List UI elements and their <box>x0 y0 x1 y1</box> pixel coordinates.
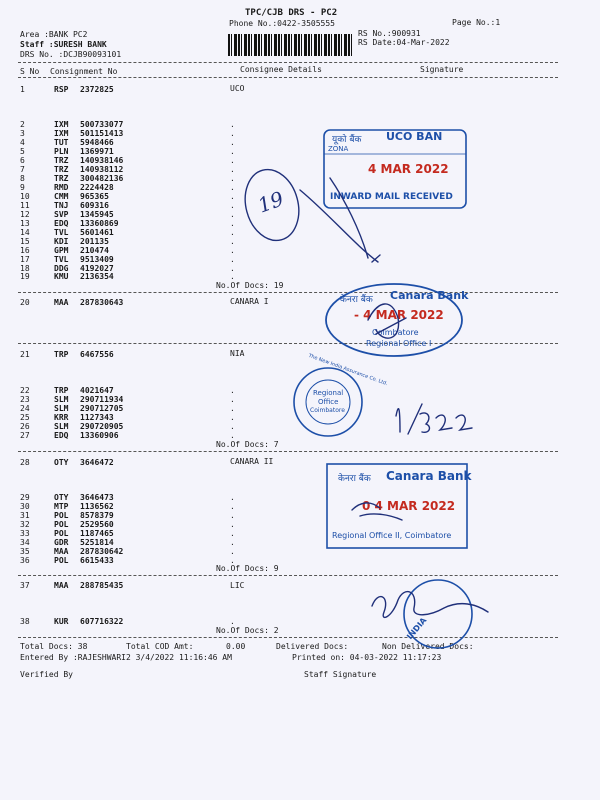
canara-2-name: Canara Bank <box>386 469 472 483</box>
table-row: 29 OTY 3646473 . <box>20 493 235 502</box>
row-number: 1345945 <box>80 210 114 219</box>
row-sno: 38 <box>20 617 30 626</box>
column-consignee: Consignee Details <box>240 65 322 74</box>
handwritten-count: 19 <box>254 186 287 218</box>
nia-line3: Coimbatore <box>310 407 345 414</box>
staff-signature: Staff Signature <box>304 670 377 679</box>
row-sno: 7 <box>20 165 25 174</box>
row-prefix: POL <box>54 556 69 565</box>
row-prefix: OTY <box>54 458 69 467</box>
canara-1-hindi: केनरा बैंक <box>340 295 373 305</box>
row-number: 290712705 <box>80 404 124 413</box>
row-sno: 34 <box>20 538 30 547</box>
row-number: 501151413 <box>80 129 124 138</box>
table-row: 35 MAA 287830642 . <box>20 547 235 556</box>
consignee-name: CANARA II <box>230 457 274 466</box>
table-row: 11 TNJ 609316 . <box>20 201 235 210</box>
table-row: 27 EDQ 13360906 . <box>20 431 235 440</box>
row-prefix: SLM <box>54 404 69 413</box>
row-prefix: OTY <box>54 493 69 502</box>
row-prefix: TRZ <box>54 156 69 165</box>
row-prefix: SLM <box>54 395 69 404</box>
total-cod-label: Total COD Amt: <box>126 642 194 651</box>
uco-name: UCO BAN <box>386 130 443 143</box>
phone-number: Phone No.:0422-3505555 <box>229 19 335 28</box>
row-sno: 4 <box>20 138 25 147</box>
row-number: 287830642 <box>80 547 124 556</box>
doc-count: No.Of Docs: 2 <box>216 626 279 635</box>
row-sno: 36 <box>20 556 30 565</box>
row-number: 4021647 <box>80 386 114 395</box>
row-sno: 23 <box>20 395 30 404</box>
row-number: 1187465 <box>80 529 114 538</box>
row-sno: 17 <box>20 255 30 264</box>
row-number: 13360906 <box>80 431 119 440</box>
row-sno: 14 <box>20 228 30 237</box>
staff-label: Staff :SURESH BANK <box>20 40 107 49</box>
row-number: 8578379 <box>80 511 114 520</box>
nia-line2: Office <box>318 398 339 406</box>
row-prefix: IXM <box>54 129 69 138</box>
delivered-docs: Delivered Docs: <box>276 642 349 651</box>
table-row: 15 KDI 201135 . <box>20 237 235 246</box>
canara-2-date: 0 4 MAR 2022 <box>362 499 456 513</box>
rs-number: RS No.:900931 <box>358 29 421 38</box>
row-prefix: IXM <box>54 120 69 129</box>
row-number: 300482136 <box>80 174 124 183</box>
table-row: 7 TRZ 140938112 . <box>20 165 235 174</box>
canara-1-office: Regional Office I <box>366 339 432 348</box>
row-sno: 22 <box>20 386 30 395</box>
entered-by: Entered By :RAJESHWARI2 3/4/2022 11:16:46 AM <box>20 653 232 662</box>
row-sno: 16 <box>20 246 30 255</box>
row-sno: 33 <box>20 529 30 538</box>
table-row: 26 SLM 290720905 . <box>20 422 235 431</box>
row-number: 609316 <box>80 201 109 210</box>
canara-1-city: Coimbatore <box>372 328 419 337</box>
table-row: 24 SLM 290712705 . <box>20 404 235 413</box>
table-row: 23 SLM 290711934 . <box>20 395 235 404</box>
row-sno: 5 <box>20 147 25 156</box>
row-prefix: TUT <box>54 138 69 147</box>
row-sno: 9 <box>20 183 25 192</box>
column-signature: Signature <box>420 65 464 74</box>
row-prefix: KUR <box>54 617 69 626</box>
row-number: 140938112 <box>80 165 124 174</box>
row-sno: 32 <box>20 520 30 529</box>
table-row: 38 KUR 607716322 . <box>20 617 235 626</box>
row-sno: 1 <box>20 85 25 94</box>
row-number: 288785435 <box>80 581 124 590</box>
row-prefix: KMU <box>54 272 69 281</box>
total-docs: Total Docs: 38 <box>20 642 88 651</box>
row-prefix: GDR <box>54 538 69 547</box>
uco-inward: INWARD MAIL RECEIVED <box>330 192 453 202</box>
table-row: 8 TRZ 300482136 . <box>20 174 235 183</box>
row-sno: 20 <box>20 298 30 307</box>
row-prefix: MAA <box>54 298 69 307</box>
canara-1-date: - 4 MAR 2022 <box>354 308 444 322</box>
row-prefix: PLN <box>54 147 69 156</box>
row-number: 1127343 <box>80 413 114 422</box>
doc-count: No.Of Docs: 7 <box>216 440 279 449</box>
row-number: 140938146 <box>80 156 124 165</box>
row-sno: 26 <box>20 422 30 431</box>
row-sno: 21 <box>20 350 30 359</box>
table-row: 36 POL 6615433 . <box>20 556 235 565</box>
row-prefix: GPM <box>54 246 69 255</box>
row-sno: 25 <box>20 413 30 422</box>
row-number: 3646472 <box>80 458 114 467</box>
rs-date: RS Date:04-Mar-2022 <box>358 38 450 47</box>
row-number: 6467556 <box>80 350 114 359</box>
verified-by: Verified By <box>20 670 73 679</box>
table-row: 4 TUT 5948466 . <box>20 138 235 147</box>
table-row: 32 POL 2529560 . <box>20 520 235 529</box>
row-number: 201135 <box>80 237 109 246</box>
row-number: 2224428 <box>80 183 114 192</box>
row-sno: 24 <box>20 404 30 413</box>
row-number: 5948466 <box>80 138 114 147</box>
printed-on: Printed on: 04-03-2022 11:17:23 <box>292 653 442 662</box>
doc-count: No.Of Docs: 9 <box>216 564 279 573</box>
row-prefix: MTP <box>54 502 69 511</box>
canara-2-office: Regional Office II, Coimbatore <box>332 531 452 540</box>
row-number: 13360869 <box>80 219 119 228</box>
row-sno: 29 <box>20 493 30 502</box>
row-sno: 11 <box>20 201 30 210</box>
table-row: 33 POL 1187465 . <box>20 529 235 538</box>
table-row: 12 SVP 1345945 . <box>20 210 235 219</box>
row-prefix: KRR <box>54 413 69 422</box>
row-prefix: EDQ <box>54 219 69 228</box>
row-prefix: POL <box>54 529 69 538</box>
row-prefix: DDG <box>54 264 69 273</box>
uco-date: 4 MAR 2022 <box>368 162 449 176</box>
row-number: 290711934 <box>80 395 124 404</box>
row-number: 5251814 <box>80 538 114 547</box>
row-sno: 13 <box>20 219 30 228</box>
row-sno: 37 <box>20 581 30 590</box>
row-number: 2372825 <box>80 85 114 94</box>
row-sno: 28 <box>20 458 30 467</box>
row-prefix: TRP <box>54 350 69 359</box>
row-prefix: POL <box>54 520 69 529</box>
table-row: 13 EDQ 13360869 . <box>20 219 235 228</box>
consignee-name: CANARA I <box>230 297 269 306</box>
table-row: 9 RMD 2224428 . <box>20 183 235 192</box>
uco-hindi: यूको बैंक <box>332 135 362 145</box>
area-label: Area :BANK PC2 <box>20 30 88 39</box>
table-row: 19 KMU 2136354 . <box>20 272 235 281</box>
row-number: 4192027 <box>80 264 114 273</box>
table-row: 17 TVL 9513409 . <box>20 255 235 264</box>
row-number: 3646473 <box>80 493 114 502</box>
row-number: 290720905 <box>80 422 124 431</box>
consignee-name: NIA <box>230 349 245 358</box>
non-delivered-docs: Non Delivered Docs: <box>382 642 474 651</box>
nia-line1: Regional <box>313 389 344 397</box>
row-prefix: CMM <box>54 192 69 201</box>
total-cod-amount: 0.00 <box>226 642 246 651</box>
row-prefix: TRZ <box>54 174 69 183</box>
table-row: 22 TRP 4021647 . <box>20 386 235 395</box>
row-prefix: EDQ <box>54 431 69 440</box>
uco-zone: ZONA <box>328 145 349 153</box>
row-prefix: SLM <box>54 422 69 431</box>
table-row: 10 CMM 965365 . <box>20 192 235 201</box>
row-sno: 19 <box>20 272 30 281</box>
row-number: 287830643 <box>80 298 124 307</box>
row-number: 500733077 <box>80 120 124 129</box>
row-sno: 8 <box>20 174 25 183</box>
canara-2-hindi: केनरा बैंक <box>338 474 371 484</box>
row-prefix: MAA <box>54 547 69 556</box>
row-number: 607716322 <box>80 617 124 626</box>
row-sno: 10 <box>20 192 30 201</box>
row-sno: 27 <box>20 431 30 440</box>
column-consignment: Consignment No <box>50 67 118 76</box>
nia-ring-text: The New India Assurance Co. Ltd. <box>307 352 389 388</box>
table-row: 30 MTP 1136562 . <box>20 502 235 511</box>
row-prefix: TRP <box>54 386 69 395</box>
row-sno: 6 <box>20 156 25 165</box>
row-number: 2529560 <box>80 520 114 529</box>
row-prefix: MAA <box>54 581 69 590</box>
row-prefix: TVL <box>54 228 69 237</box>
row-sno: 2 <box>20 120 25 129</box>
table-row: 3 IXM 501151413 . <box>20 129 235 138</box>
row-prefix: TVL <box>54 255 69 264</box>
row-prefix: POL <box>54 511 69 520</box>
row-sno: 35 <box>20 547 30 556</box>
row-sno: 15 <box>20 237 30 246</box>
row-number: 5601461 <box>80 228 114 237</box>
row-prefix: RSP <box>54 85 69 94</box>
row-number: 210474 <box>80 246 109 255</box>
row-prefix: KDI <box>54 237 69 246</box>
row-number: 6615433 <box>80 556 114 565</box>
row-sno: 30 <box>20 502 30 511</box>
row-sno: 12 <box>20 210 30 219</box>
table-row: 5 PLN 1369971 . <box>20 147 235 156</box>
row-prefix: TNJ <box>54 201 69 210</box>
row-number: 1369971 <box>80 147 114 156</box>
drs-number: DRS No. :DCJB90093101 <box>20 50 122 59</box>
table-row: 6 TRZ 140938146 . <box>20 156 235 165</box>
row-sno: 3 <box>20 129 25 138</box>
page-number: Page No.:1 <box>452 18 501 27</box>
row-number: 2136354 <box>80 272 114 281</box>
document-title: TPC/CJB DRS - PC2 <box>245 8 338 18</box>
canara-1-name: Canara Bank <box>390 289 469 302</box>
row-prefix: TRZ <box>54 165 69 174</box>
table-row: 2 IXM 500733077 . <box>20 120 235 129</box>
table-row: 34 GDR 5251814 . <box>20 538 235 547</box>
row-prefix: SVP <box>54 210 69 219</box>
row-number: 9513409 <box>80 255 114 264</box>
table-row: 18 DDG 4192027 . <box>20 264 235 273</box>
consignee-name: LIC <box>230 581 245 590</box>
row-prefix: RMD <box>54 183 69 192</box>
row-number: 1136562 <box>80 502 114 511</box>
row-sno: 18 <box>20 264 30 273</box>
table-row: 31 POL 8578379 . <box>20 511 235 520</box>
column-sno: S No <box>20 67 40 76</box>
table-row: 14 TVL 5601461 . <box>20 228 235 237</box>
table-row: 25 KRR 1127343 . <box>20 413 235 422</box>
lic-ring-text: INDIA <box>405 615 429 642</box>
row-number: 965365 <box>80 192 109 201</box>
consignee-name: UCO <box>230 84 245 93</box>
doc-count: No.Of Docs: 19 <box>216 281 284 290</box>
row-sno: 31 <box>20 511 30 520</box>
table-row: 16 GPM 210474 . <box>20 246 235 255</box>
